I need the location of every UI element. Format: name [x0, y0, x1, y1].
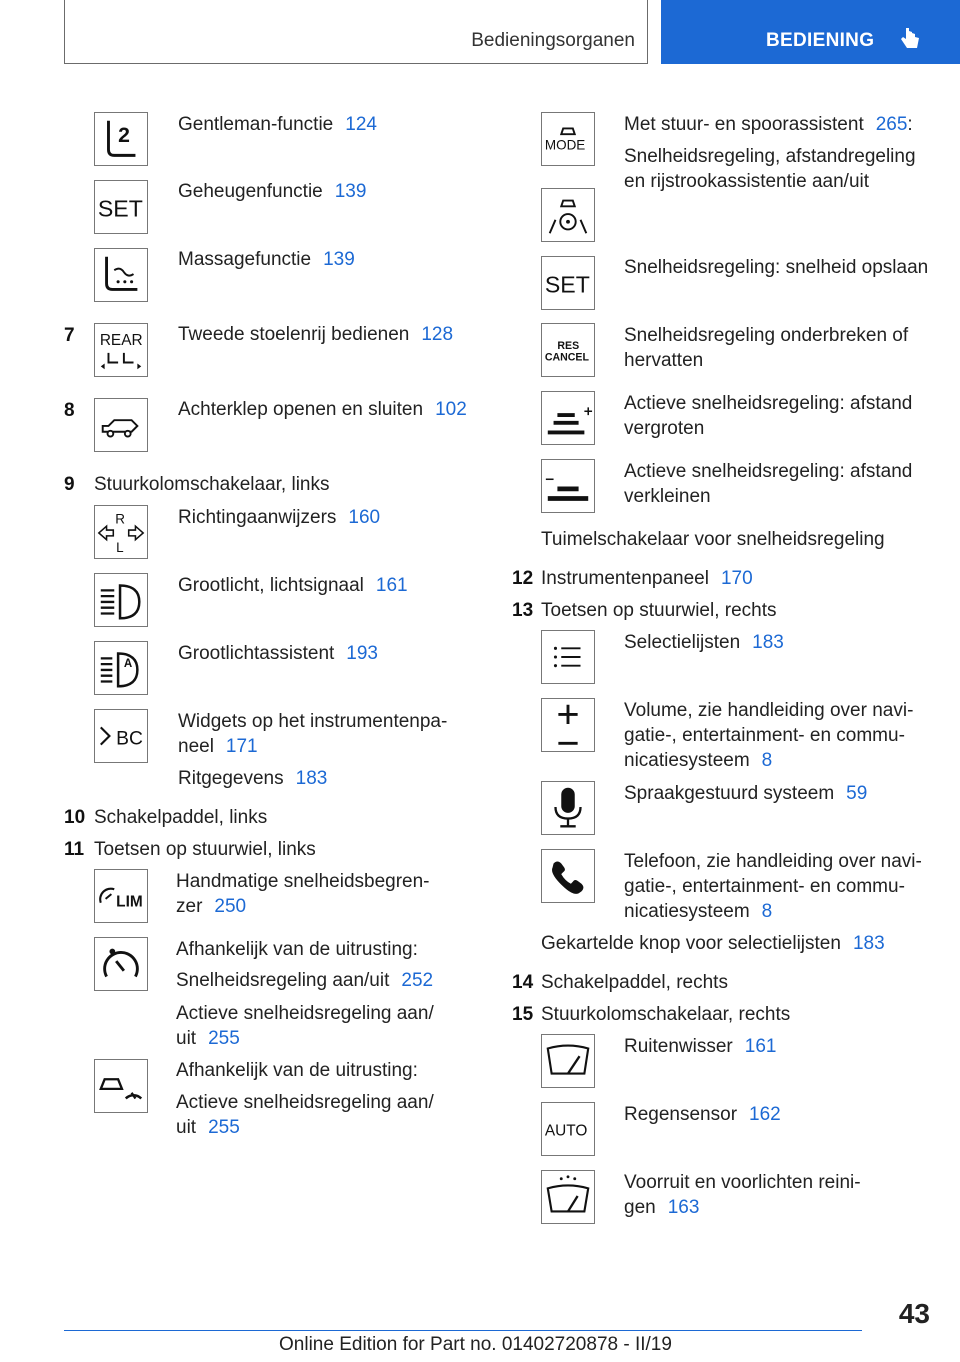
lim-icon-text: LIM [116, 893, 143, 911]
turn-signal-entry: Richtingaanwijzers 160 [178, 507, 381, 528]
paddle-left-label: Schakelpaddel, links [94, 807, 268, 828]
svg-text:2: 2 [118, 123, 130, 147]
second-row-entry: Tweede stoelenrij bedienen 128 [178, 324, 454, 345]
wheel-buttons-right-label: Toetsen op stuurwiel, rechts [541, 600, 777, 621]
svg-text:R: R [115, 511, 125, 527]
footer-divider [64, 1330, 862, 1331]
resume-entry-line1: Snelheidsregeling onderbreken of [624, 325, 909, 346]
distance-minus-entry-line2: verkleinen [624, 486, 711, 507]
voice-control-entry: Spraakgestuurd systeem 59 [624, 783, 868, 804]
wiper-entry: Ruitenwisser 161 [624, 1036, 777, 1057]
edition-footer: Online Edition for Part no. 01402720878 - II/19 [279, 1334, 672, 1355]
steering-assist-icon [541, 188, 595, 242]
bc-icon [94, 709, 148, 763]
page-ref-link[interactable]: 8 [761, 750, 773, 771]
steering-assist-entry-line2: Snelheidsregeling, afstandregeling [624, 146, 916, 167]
wheel-buttons-left-label: Toetsen op stuurwiel, links [94, 839, 316, 860]
res-cancel-icon [541, 323, 595, 377]
active-cruise2-entry-line1: Actieve snelheidsregeling aan/ [176, 1092, 434, 1113]
distance-minus-entry-line1: Actieve snelheidsregeling: afstand [624, 461, 913, 482]
page-ref-link[interactable]: 265 [875, 114, 908, 135]
item-number: 13 [512, 600, 534, 621]
set-icon [541, 256, 595, 310]
wiper-icon [541, 1034, 595, 1088]
distance-minus-icon [541, 459, 595, 513]
speed-limiter-icon [94, 869, 148, 923]
page-ref-link[interactable]: 161 [744, 1036, 777, 1057]
phone-icon [541, 849, 595, 903]
widgets-entry-line1: Widgets op het instrumentenpa- [178, 711, 448, 732]
limiter-entry-line2: zer 250 [176, 896, 247, 917]
instrument-panel-entry: Instrumentenpaneel 170 [541, 568, 753, 589]
page-ref-link[interactable]: 124 [345, 114, 377, 135]
svg-text:A: A [123, 658, 133, 671]
memory-function-entry: Geheugenfunctie 139 [178, 181, 367, 202]
column-switch-left-label: Stuurkolomschakelaar, links [94, 474, 330, 495]
page-ref-link[interactable]: 162 [749, 1104, 781, 1125]
hand-pointer-icon [897, 26, 923, 52]
set-icon-text: SET [97, 195, 143, 222]
equipment-note: Afhankelijk van de uitrusting: [176, 1060, 418, 1081]
page-ref-link[interactable]: 163 [667, 1197, 700, 1218]
item-number: 12 [512, 568, 534, 589]
equipment-note: Afhankelijk van de uitrusting: [176, 939, 418, 960]
rear-icon-text: REAR [99, 332, 143, 350]
page-ref-link[interactable]: 170 [720, 568, 753, 589]
page-ref-link[interactable]: 161 [375, 575, 408, 596]
mode-icon [541, 112, 595, 166]
steering-assist-entry-line1: Met stuur- en spoorassistent 265: [624, 114, 913, 135]
active-cruise-icon [94, 1059, 148, 1113]
column-switch-right-label: Stuurkolomschakelaar, rechts [541, 1004, 791, 1025]
page-ref-link[interactable]: 59 [846, 783, 868, 804]
rocker-switch-label: Tuimelschakelaar voor snelheidsregeling [541, 529, 885, 550]
page-ref-link[interactable]: 102 [435, 399, 467, 420]
chapter-tab[interactable] [661, 0, 960, 64]
res-icon-text: RES [557, 340, 580, 353]
distance-plus-entry-line1: Actieve snelheidsregeling: afstand [624, 393, 913, 414]
massage-function-entry: Massagefunctie 139 [178, 249, 355, 270]
volume-entry-line1: Volume, zie handleiding over navi- [624, 700, 914, 721]
distance-plus-icon [541, 391, 595, 445]
washer-entry-line1: Voorruit en voorlichten reini- [624, 1172, 861, 1193]
page-ref-link[interactable]: 183 [852, 933, 885, 954]
paddle-right-label: Schakelpaddel, rechts [541, 972, 728, 993]
item-number: 15 [512, 1004, 534, 1025]
high-beam-assist-entry: Grootlichtassistent 193 [178, 643, 378, 664]
page-ref-link[interactable]: 255 [208, 1117, 240, 1138]
rear-seat-icon [94, 323, 148, 377]
item-number: 11 [64, 839, 85, 860]
tailgate-icon [94, 398, 148, 452]
page-ref-link[interactable]: 250 [214, 896, 247, 917]
knurled-knob-entry: Gekartelde knop voor selectielijsten 183 [541, 933, 885, 954]
set-icon [94, 180, 148, 234]
bc-icon-text: BC [116, 728, 143, 750]
page-ref-link[interactable]: 171 [225, 736, 258, 757]
widgets-entry-line2: neel 171 [178, 736, 258, 757]
page-ref-link[interactable]: 139 [323, 249, 355, 270]
phone-entry-line2: gatie-, entertainment- en commu- [624, 876, 905, 897]
set-icon-text: SET [544, 271, 590, 298]
set-speed-entry: Snelheidsregeling: snelheid opslaan [624, 257, 929, 278]
chapter-tab-label: BEDIENING [766, 30, 875, 51]
volume-entry-line2: gatie-, entertainment- en commu- [624, 725, 905, 746]
page-ref-link[interactable]: 255 [208, 1028, 240, 1049]
page-ref-link[interactable]: 252 [401, 970, 434, 991]
turn-signal-icon [94, 505, 148, 559]
auto-icon-text: AUTO [544, 1122, 588, 1140]
item-number: 8 [64, 400, 75, 421]
cancel-icon-text: CANCEL [544, 351, 589, 364]
high-beam-icon [94, 573, 148, 627]
massage-icon [94, 248, 148, 302]
item-number: 9 [64, 474, 75, 495]
gentleman-function-entry: Gentleman-functie 124 [178, 114, 377, 135]
page-ref-link[interactable]: 8 [761, 901, 773, 922]
distance-plus-entry-line2: vergroten [624, 418, 705, 439]
active-cruise-entry-line2: uit 255 [176, 1028, 240, 1049]
washer-entry-line2: gen 163 [624, 1197, 700, 1218]
microphone-icon [541, 781, 595, 835]
steering-assist-entry-line3: en rijstrookassistentie aan/uit [624, 171, 870, 192]
page-ref-link[interactable]: 183 [295, 768, 328, 789]
mode-icon-text: MODE [544, 137, 586, 153]
cruise-control-icon [94, 937, 148, 991]
page-ref-link[interactable]: 139 [334, 181, 367, 202]
auto-icon [541, 1102, 595, 1156]
volume-icon [541, 698, 595, 752]
volume-entry-line3: nicatiesysteem 8 [624, 750, 773, 771]
page-ref-link[interactable]: 128 [421, 324, 454, 345]
section-title: Bedieningsorganen [471, 30, 635, 51]
page-ref-link[interactable]: 193 [346, 643, 378, 664]
seat-2-icon [94, 112, 148, 166]
header-section-box [64, 0, 648, 64]
limiter-entry-line1: Handmatige snelheidsbegren- [176, 871, 430, 892]
cruise-on-off-entry: Snelheidsregeling aan/uit 252 [176, 970, 434, 991]
rain-sensor-entry: Regensensor 162 [624, 1104, 781, 1125]
phone-entry-line1: Telefoon, zie handleiding over navi- [624, 851, 922, 872]
svg-text:L: L [116, 540, 124, 556]
phone-entry-line3: nicatiesysteem 8 [624, 901, 773, 922]
item-number: 10 [64, 807, 86, 828]
list-icon [541, 630, 595, 684]
selection-lists-entry: Selectielijsten 183 [624, 632, 784, 653]
trip-data-entry: Ritgegevens 183 [178, 768, 328, 789]
page-ref-link[interactable]: 183 [752, 632, 784, 653]
washer-icon [541, 1170, 595, 1224]
item-number: 14 [512, 972, 534, 993]
page-ref-link[interactable]: 160 [348, 507, 381, 528]
item-number: 7 [64, 325, 75, 346]
active-cruise-entry-line1: Actieve snelheidsregeling aan/ [176, 1003, 434, 1024]
resume-entry-line2: hervatten [624, 350, 704, 371]
high-beam-entry: Grootlicht, lichtsignaal 161 [178, 575, 408, 596]
page-number: 43 [898, 1298, 930, 1329]
active-cruise2-entry-line2: uit 255 [176, 1117, 240, 1138]
tailgate-entry: Achterklep openen en sluiten 102 [178, 399, 467, 420]
high-beam-assist-icon [94, 641, 148, 695]
